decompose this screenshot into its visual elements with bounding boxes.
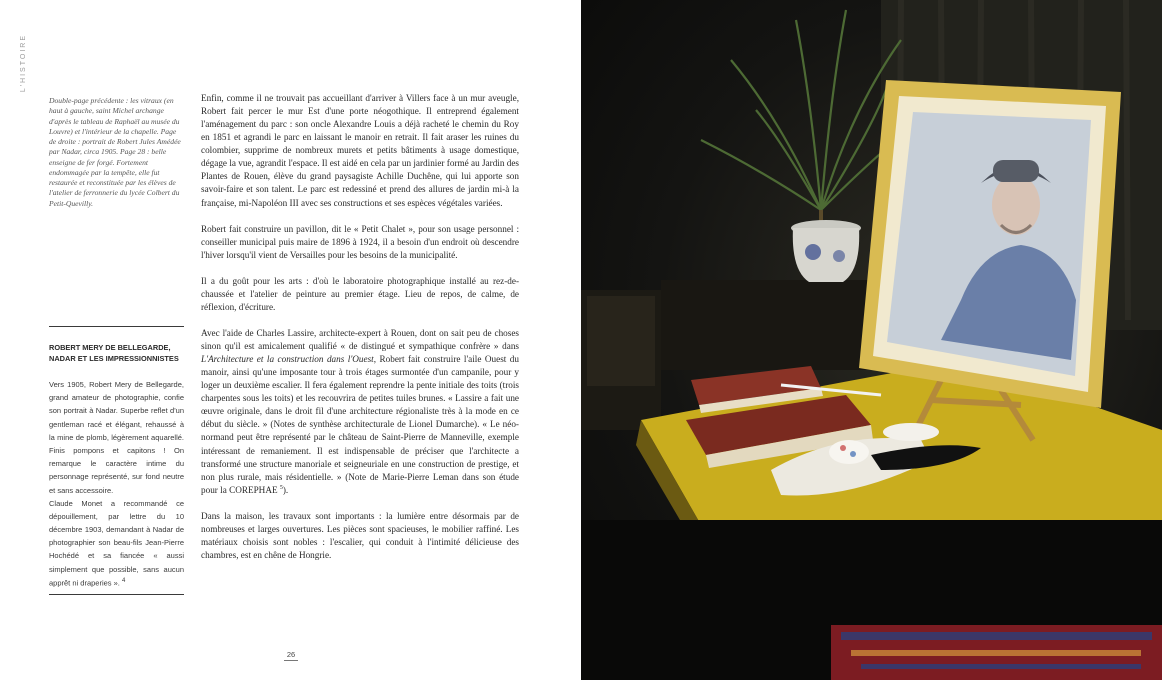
page-number: 26 <box>286 650 296 659</box>
photo-illustration <box>581 0 1162 680</box>
sidebar-body <box>49 378 184 590</box>
cachepot <box>793 228 859 282</box>
pot-decoration <box>805 244 821 260</box>
book-title: L'Architecture et la construction dans l'Ouest <box>201 354 374 365</box>
sidebar-paragraph: Vers 1905, Robert Mery de Bellegarde, grand amateur de photographie, confie son portrait à Nadar. Superbe reflet d'un gentleman racé et élégant, rehaussé à la mine de plomb, légèrement aquarellé. Finis pompons et capitons ! On remarque le caractère intime du personnage représenté, sur fond neutre et sans accessoire. <box>49 380 184 495</box>
pot-decoration <box>833 250 845 262</box>
sidebar-bottom-rule <box>49 594 184 595</box>
sidebar-paragraph-text: Claude Monet a recommandé ce dépouillement, par lettre du 10 décembre 1903, demandant à Nadar de photographier son beau-fils Jean-Pierre Hochédé et sa fiancée « aussi simplement que possible, sans aucun apprêt ni draperies ». <box>49 498 184 588</box>
chair-caning <box>587 296 655 386</box>
page-number-rule <box>284 660 298 661</box>
body-text: , Robert fait construire l'aile Ouest du manoir, ainsi qu'une imposante tour à trois étages surmontée d'un campanile, pour y loger un deuxième escalier. Il fera également reprendre la pente initiale des toits (trois charpentes sous les toits) et les recouvrira de petites tuiles brunes. « Lassire a fait une œuvre originale, dans le droit fil d'une architecture régionaliste très à la mode en ce début du siècle. » (Notes de synthèse architecturale de Lionel Dumarche). « Le néo-normand peut être représenté par le château de Saint-Pierre de Manneville, exemple intéressant de remaniement. Il est indispensable de préciser que l'architecte a transformé une structure manoriale et seigneuriale en une construction de prestige, et non plus rurale, mais résidentielle. » (Note de Marie-Pierre Leman dans son étude pour la COREPHAE <box>201 354 519 495</box>
sidebar-paragraph <box>49 497 184 590</box>
body-text: ). <box>282 484 289 495</box>
body-paragraph <box>201 327 519 497</box>
rug <box>831 625 1162 680</box>
body-paragraph: Robert fait construire un pavillon, dit le « Petit Chalet », pour son usage personnel : conseiller municipal puis maire de 1896 à 1924, il a besoin d'un endroit où descendre l'hiver lorsqu'il vient de Versailles pour les besoins de la municipalité. <box>201 223 519 260</box>
main-text <box>201 92 519 575</box>
running-head: L'HISTOIRE <box>20 34 27 93</box>
footnote-ref: 5 <box>279 484 283 491</box>
body-paragraph: Dans la maison, les travaux sont importants : la lumière entre désormais par de nombreuses et larges ouvertures. Les pièces sont spacieuses, le mobilier raffiné. Les matériaux choisis sont nobles : l'escalier, qui conduit à l'intimité délicieuse des chambres, est en chêne de Hongrie. <box>201 510 519 560</box>
interior-photo <box>581 0 1162 680</box>
footnote-ref: 4 <box>121 577 126 584</box>
sidebar-title: ROBERT MERY DE BELLEGARDE, NADAR ET LES IMPRESSIONNISTES <box>49 343 179 364</box>
body-text: Avec l'aide de Charles Lassire, architecte-expert à Rouen, dont on sait peu de choses sinon qu'il est amicalement qualifié « de distingué et sympathique confrère » dans <box>201 327 519 351</box>
body-paragraph: Il a du goût pour les arts : d'où le laboratoire photographique installé au rez-de-chaussée et l'atelier de peinture au premier étage. Lieu de repos, de calme, de réflexion, d'écriture. <box>201 275 519 312</box>
body-paragraph: Enfin, comme il ne trouvait pas accueillant d'arriver à Villers face à un mur aveugle, Robert fait percer le mur Est d'une porte néogothique. Il entreprend également l'aménagement du parc : son oncle Alexandre Louis a déjà racheté le chemin du Roy en 1851 et agrandi le parc en laissant le manoir en retrait. Il fait araser les ruines du colombier, supprime de nombreux murets et petits bâtiments à usage domestique, dégage la vue, agrandit l'espace. Il est aidé en cela par un jardinier formé au Jardin des Plantes de Rouen, élève du grand paysagiste Achille Duchêne, qui lui apporte son savoir-faire et son talent. Le parc est redessiné et prend des allures de jardin mi-à la française, mi-Napoléon III avec ses constructions et ses espèces végétales variées. <box>201 93 519 208</box>
sidebar-top-rule <box>49 326 184 327</box>
photo-caption: Double-page précédente : les vitraux (en haut à gauche, saint Michel archange d'après le tableau de Raphaël au musée du Louvre) et l'intérieur de la chapelle. Page de droite : portrait de Robert Jules Amédée par Nadar, circa 1905. Page 28 : belle enseigne de fer forgé. Fortement endommagée par la tempête, elle fut restaurée et reconstituée par les élèves de l'atelier de ferronnerie du lycée Colbert du Petit-Quevilly. <box>49 96 181 208</box>
